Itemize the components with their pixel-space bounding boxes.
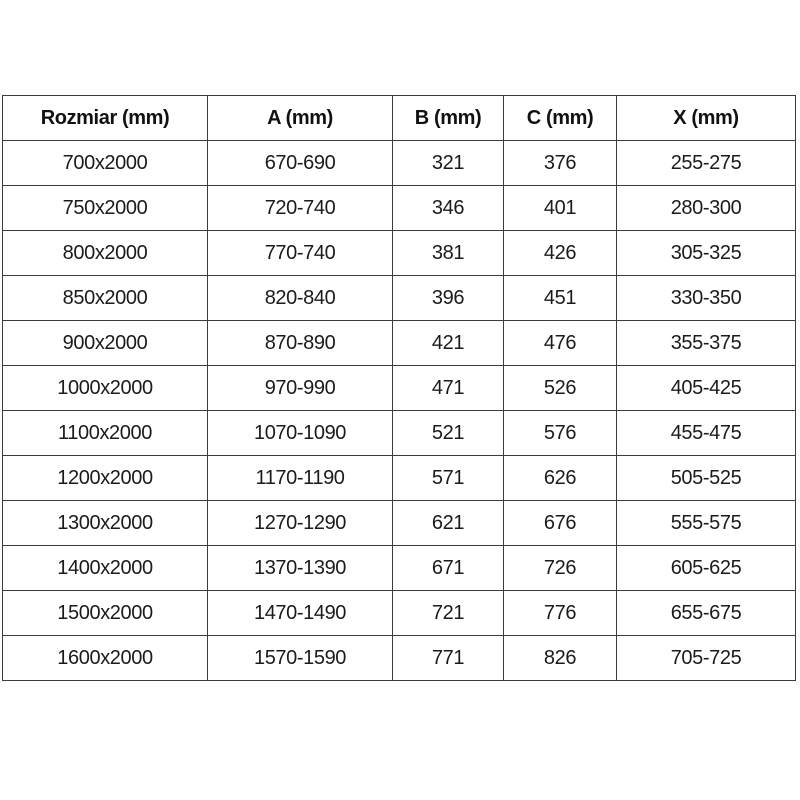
size-spec-table (2, 95, 796, 681)
value-cell: 1170-1190 (208, 456, 393, 501)
value-cell: 471 (393, 366, 504, 411)
value-cell: 405-425 (617, 366, 796, 411)
value-cell: 770-740 (208, 231, 393, 276)
table-header (3, 96, 796, 141)
size-cell: 800x2000 (3, 231, 208, 276)
size-cell: 1100x2000 (3, 411, 208, 456)
value-cell: 771 (393, 636, 504, 681)
table-row (3, 636, 796, 681)
value-cell: 1070-1090 (208, 411, 393, 456)
table-body (3, 141, 796, 681)
value-cell: 376 (504, 141, 617, 186)
size-cell: 1500x2000 (3, 591, 208, 636)
size-cell: 900x2000 (3, 321, 208, 366)
size-cell: 1000x2000 (3, 366, 208, 411)
value-cell: 1270-1290 (208, 501, 393, 546)
value-cell: 381 (393, 231, 504, 276)
table-row (3, 456, 796, 501)
value-cell: 346 (393, 186, 504, 231)
value-cell: 426 (504, 231, 617, 276)
size-cell: 700x2000 (3, 141, 208, 186)
size-cell: 1200x2000 (3, 456, 208, 501)
size-cell: 750x2000 (3, 186, 208, 231)
value-cell: 505-525 (617, 456, 796, 501)
value-cell: 526 (504, 366, 617, 411)
value-cell: 321 (393, 141, 504, 186)
value-cell: 655-675 (617, 591, 796, 636)
value-cell: 676 (504, 501, 617, 546)
value-cell: 671 (393, 546, 504, 591)
value-cell: 476 (504, 321, 617, 366)
value-cell: 571 (393, 456, 504, 501)
value-cell: 621 (393, 501, 504, 546)
value-cell: 605-625 (617, 546, 796, 591)
column-header: A (mm) (208, 96, 393, 141)
value-cell: 776 (504, 591, 617, 636)
value-cell: 720-740 (208, 186, 393, 231)
table-row (3, 501, 796, 546)
table-row (3, 276, 796, 321)
header-row (3, 96, 796, 141)
size-cell: 1600x2000 (3, 636, 208, 681)
value-cell: 330-350 (617, 276, 796, 321)
value-cell: 726 (504, 546, 617, 591)
value-cell: 355-375 (617, 321, 796, 366)
value-cell: 451 (504, 276, 617, 321)
value-cell: 421 (393, 321, 504, 366)
table-row (3, 231, 796, 276)
value-cell: 455-475 (617, 411, 796, 456)
value-cell: 255-275 (617, 141, 796, 186)
table-row (3, 186, 796, 231)
value-cell: 1570-1590 (208, 636, 393, 681)
value-cell: 826 (504, 636, 617, 681)
value-cell: 576 (504, 411, 617, 456)
value-cell: 305-325 (617, 231, 796, 276)
table-row (3, 141, 796, 186)
value-cell: 1470-1490 (208, 591, 393, 636)
column-header: Rozmiar (mm) (3, 96, 208, 141)
value-cell: 1370-1390 (208, 546, 393, 591)
size-cell: 850x2000 (3, 276, 208, 321)
value-cell: 705-725 (617, 636, 796, 681)
table-row (3, 546, 796, 591)
column-header: B (mm) (393, 96, 504, 141)
column-header: C (mm) (504, 96, 617, 141)
table-row (3, 321, 796, 366)
value-cell: 820-840 (208, 276, 393, 321)
value-cell: 396 (393, 276, 504, 321)
value-cell: 521 (393, 411, 504, 456)
value-cell: 555-575 (617, 501, 796, 546)
table-row (3, 366, 796, 411)
value-cell: 970-990 (208, 366, 393, 411)
column-header: X (mm) (617, 96, 796, 141)
value-cell: 870-890 (208, 321, 393, 366)
table-row (3, 411, 796, 456)
value-cell: 280-300 (617, 186, 796, 231)
table-row (3, 591, 796, 636)
size-cell: 1300x2000 (3, 501, 208, 546)
size-cell: 1400x2000 (3, 546, 208, 591)
value-cell: 721 (393, 591, 504, 636)
value-cell: 626 (504, 456, 617, 501)
value-cell: 401 (504, 186, 617, 231)
value-cell: 670-690 (208, 141, 393, 186)
